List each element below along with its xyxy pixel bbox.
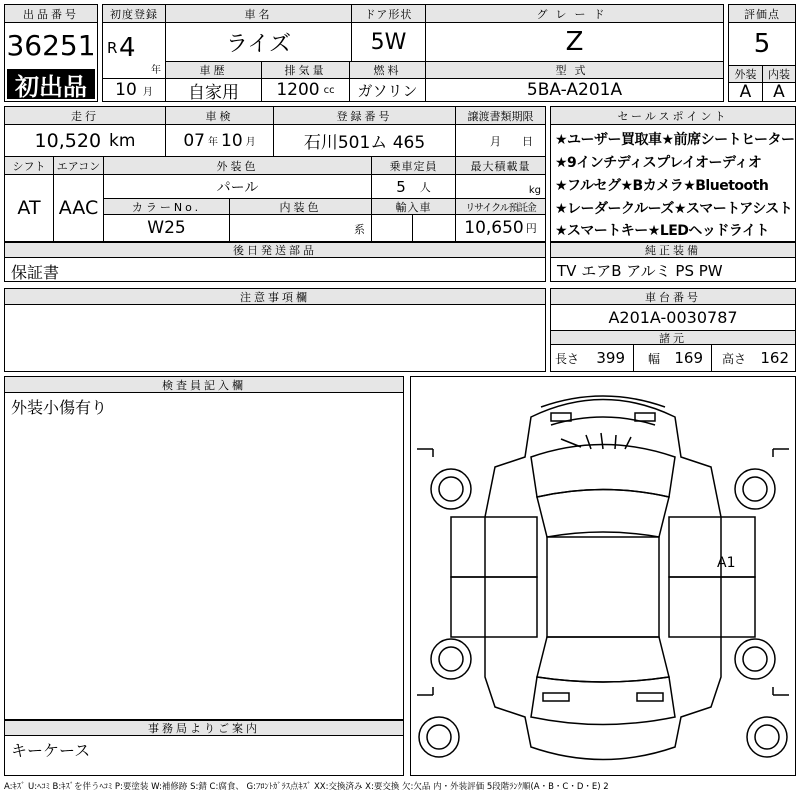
displacement-value: 1200 bbox=[276, 80, 320, 100]
sales-points-label: セールスポイント bbox=[551, 107, 795, 125]
inspection-month-unit: 月 bbox=[245, 137, 256, 148]
displacement-unit: cc bbox=[323, 84, 335, 96]
equipment-label: 純正装備 bbox=[551, 242, 795, 258]
reg-month-unit: 月 bbox=[142, 86, 153, 98]
capacity-value: 5 bbox=[396, 177, 406, 196]
reg-year-unit: 年 bbox=[151, 65, 161, 76]
door-value: 5W bbox=[351, 23, 425, 61]
door-label: ドア形状 bbox=[351, 5, 425, 23]
int-color-unit: 系 bbox=[354, 223, 365, 236]
reg-month-value: 10 bbox=[115, 80, 137, 100]
transfer-cell bbox=[455, 125, 545, 157]
reg-number-value: 石川501ム 465 bbox=[273, 125, 455, 157]
color-no-value: W25 bbox=[103, 215, 229, 241]
sales-points-box bbox=[550, 106, 796, 242]
lot-box bbox=[4, 4, 98, 102]
specs-height-value: 162 bbox=[760, 349, 789, 367]
specs-width-label: 幅 bbox=[648, 351, 661, 366]
reg-number-label: 登録番号 bbox=[273, 107, 455, 125]
specs-length-value: 399 bbox=[596, 349, 625, 367]
car-diagram-box bbox=[410, 376, 796, 776]
sales-point-item: ★スマートキー★LEDヘッドライト bbox=[555, 223, 770, 239]
score-box bbox=[728, 4, 796, 102]
transfer-label: 譲渡書類期限 bbox=[455, 107, 545, 125]
model-value: 5BA-A201A bbox=[425, 79, 723, 101]
fuel-value: ガソリン bbox=[349, 79, 425, 101]
shift-value: AT bbox=[17, 197, 41, 219]
displacement-cell bbox=[261, 79, 349, 101]
notes-box bbox=[4, 288, 546, 372]
reg-year-cell bbox=[103, 23, 165, 79]
notes-label: 注意事項欄 bbox=[5, 289, 545, 305]
chassis-value: A201A-0030787 bbox=[551, 305, 795, 331]
mileage-cell bbox=[5, 125, 165, 157]
inspection-month: 10 bbox=[221, 130, 243, 151]
reg-era: R bbox=[107, 39, 118, 57]
specs-height-cell bbox=[711, 345, 795, 371]
later-parts-value: 保証書 bbox=[11, 263, 60, 282]
reg-year-value: 4 bbox=[119, 33, 136, 63]
sales-point-item: ★レーダークルーズ★スマートアシスト bbox=[555, 201, 793, 217]
ext-color-label: 外装色 bbox=[103, 157, 371, 175]
later-parts-label: 後日発送部品 bbox=[5, 242, 545, 258]
history-label: 車歴 bbox=[165, 61, 261, 79]
interior-score-value: A bbox=[762, 83, 795, 101]
legend-text: A:ｷｽﾞ U:ﾍｺﾐ B:ｷｽﾞを伴うﾍｺﾐ P:要塗装 W:補修跡 S:錆 C:腐食、 G:ﾌﾛﾝﾄｶﾞﾗｽ点ｷｽﾞ XX:交換済み X:要交換 欠:欠品 内・外装評価 5段階ﾗﾝｸ順(A・B・C・D・E) 2 bbox=[4, 782, 609, 792]
mileage-unit: km bbox=[109, 130, 136, 151]
displacement-label: 排気量 bbox=[261, 61, 349, 79]
max-load-label: 最大積載量 bbox=[455, 157, 545, 175]
max-load-unit: kg bbox=[528, 185, 541, 196]
first-listing-badge: 初出品 bbox=[7, 69, 95, 99]
exterior-score-value: A bbox=[739, 83, 752, 101]
color-no-label: カラーNo. bbox=[103, 199, 229, 215]
specs-length-cell bbox=[551, 345, 633, 371]
inspector-label: 検査員記入欄 bbox=[5, 377, 403, 393]
lot-label: 出品番号 bbox=[5, 5, 97, 23]
shift-label: シフト bbox=[5, 157, 53, 175]
score-label: 評価点 bbox=[729, 5, 795, 23]
vehicle-info-box bbox=[102, 4, 724, 102]
specs-height-label: 高さ bbox=[722, 351, 747, 366]
specs-width-cell bbox=[633, 345, 711, 371]
specs-width-value: 169 bbox=[674, 349, 703, 367]
import-cell bbox=[371, 215, 455, 241]
grade-label: グレード bbox=[425, 5, 723, 23]
aircon-label: エアコン bbox=[53, 157, 103, 175]
score-value: 5 bbox=[753, 29, 771, 59]
exterior-score-label: 外装 bbox=[729, 65, 762, 83]
int-color-label: 内装色 bbox=[229, 199, 371, 215]
inspection-label: 車検 bbox=[165, 107, 273, 125]
specs-label: 諸元 bbox=[551, 331, 795, 345]
inspector-note: 外装小傷有り bbox=[11, 398, 108, 417]
transfer-day-unit: 日 bbox=[522, 134, 533, 148]
grade-value: Z bbox=[425, 23, 723, 61]
recycle-label: リサイクル預託金 bbox=[455, 199, 545, 215]
office-label: 事務局よりご案内 bbox=[5, 720, 403, 736]
capacity-unit: 人 bbox=[419, 180, 431, 194]
office-box bbox=[4, 720, 404, 776]
sales-point-item: ★フルセグ★Bカメラ★Bluetooth bbox=[555, 178, 769, 194]
capacity-label: 乗車定員 bbox=[371, 157, 455, 175]
equipment-value: TV エアB アルミ PS PW bbox=[557, 262, 723, 280]
model-label: 型式 bbox=[425, 61, 723, 79]
history-value: 自家用 bbox=[165, 79, 261, 101]
later-parts-box bbox=[4, 242, 546, 282]
chassis-box bbox=[550, 288, 796, 372]
import-label: 輸入車 bbox=[371, 199, 455, 215]
chassis-label: 車台番号 bbox=[551, 289, 795, 305]
recycle-cell bbox=[455, 215, 545, 241]
sales-point-item: ★9インチディスプレイオーディオ bbox=[555, 155, 762, 171]
car-name-value: ライズ bbox=[165, 23, 351, 61]
mileage-label: 走行 bbox=[5, 107, 165, 125]
detail-box bbox=[4, 106, 546, 242]
inspector-box bbox=[4, 376, 404, 720]
capacity-cell bbox=[371, 175, 455, 199]
lot-number: 36251 bbox=[6, 28, 96, 62]
sales-point-item: ★ユーザー買取車★前席シートヒーター bbox=[555, 132, 795, 148]
specs-length-label: 長さ bbox=[555, 351, 580, 366]
equipment-box bbox=[550, 242, 796, 282]
damage-mark: A1 bbox=[717, 555, 736, 571]
ext-color-value: パール bbox=[103, 175, 371, 199]
import-divider bbox=[412, 215, 413, 241]
car-name-label: 車名 bbox=[165, 5, 351, 23]
int-color-cell bbox=[229, 215, 371, 241]
inspection-year: 07 bbox=[183, 130, 205, 151]
reg-year-label: 初度登録 bbox=[103, 5, 165, 23]
car-diagram bbox=[411, 377, 795, 775]
office-note: キーケース bbox=[11, 741, 91, 760]
transfer-month-unit: 月 bbox=[490, 134, 501, 148]
recycle-unit: 円 bbox=[525, 222, 537, 235]
inspection-year-unit: 年 bbox=[208, 137, 218, 148]
aircon-value: AAC bbox=[53, 175, 103, 241]
fuel-label: 燃料 bbox=[349, 61, 425, 79]
mileage-value: 10,520 bbox=[34, 129, 102, 152]
inspection-cell bbox=[165, 125, 273, 157]
reg-month-cell bbox=[103, 79, 165, 101]
recycle-value: 10,650 bbox=[464, 218, 524, 238]
max-load-cell bbox=[455, 175, 545, 199]
interior-score-label: 内装 bbox=[762, 65, 795, 83]
